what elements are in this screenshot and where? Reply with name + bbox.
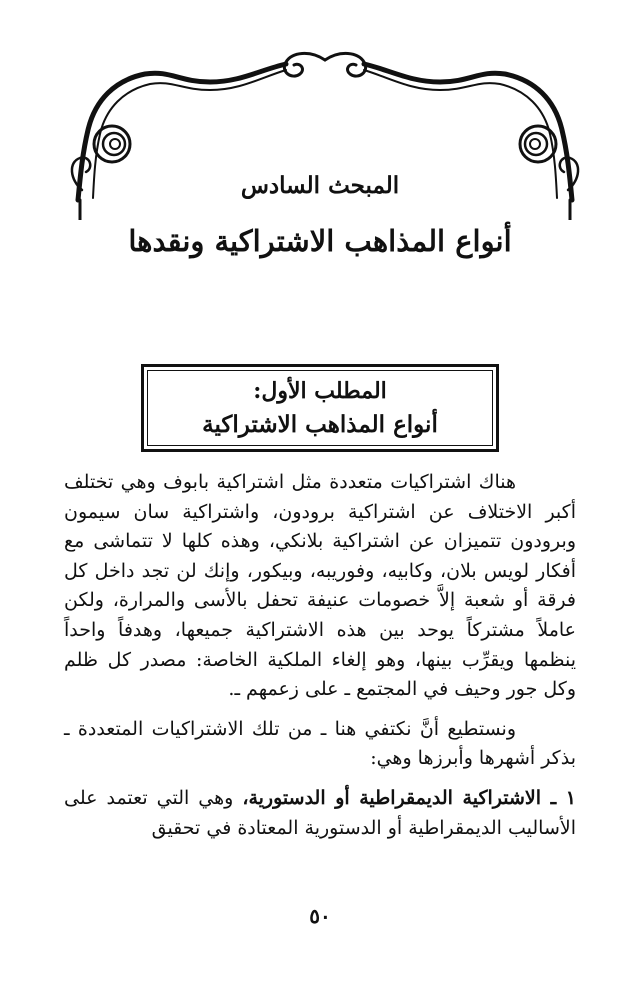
- paragraph: هناك اشتراكيات متعددة مثل اشتراكية بابوف وهي تختلف أكبر الاختلاف عن اشتراكية برودون، واشتراكية سان سيمون وبرودون تتميزان عن اشتراكية بلانكي، وهذه كلها لا تتماشى مع أفكار لويس بلان، وكابيه، وفوريبه، وبيكور، وإنك لن تجد داخل كل فرقة أو شعبة إلاَّ خصومات عنيفة تحفل بالأسى والمرارة، ولكن عاملاً مشتركاً يوحد بين هذه الاشتراكية جميعها، وهدفاً واحداً ينظمها ويقرِّب بينها، وهو إلغاء الملكية الخاصة: مصدر كل ظلم وكل جور وحيف في المجتمع ـ على زعمهم ـ.: [64, 471, 576, 701]
- list-item-label: ١ ـ الاشتراكية الديمقراطية أو الدستورية،: [242, 786, 576, 809]
- top-scroll-left: [284, 53, 325, 76]
- section-number: المبحث السادس: [240, 172, 400, 199]
- topic-title: أنواع المذاهب الاشتراكية: [202, 411, 438, 438]
- body-text: [64, 468, 576, 843]
- paragraph: ونستطيع أنَّ نكتفي هنا ـ من تلك الاشتراكيات المتعددة ـ بذكر أشهرها وأبرزها وهي:: [64, 717, 576, 770]
- topic-label: المطلب الأول:: [253, 378, 387, 404]
- left-spiral-core: [110, 139, 120, 149]
- topic-box-inner: [147, 370, 493, 446]
- top-scroll-right: [325, 53, 366, 76]
- right-spiral-mid: [525, 133, 547, 155]
- right-spiral-core: [530, 139, 540, 149]
- list-item: [64, 784, 576, 843]
- chapter-title: أنواع المذاهب الاشتراكية ونقدها: [128, 224, 512, 258]
- left-spiral-mid: [103, 133, 125, 155]
- list-item-text: وهي التي تعتمد على الأساليب الديمقراطية أو الدستورية المعتادة في تحقيق: [64, 786, 576, 839]
- topic-box: [141, 364, 499, 452]
- page-number: ٥٠: [309, 904, 331, 928]
